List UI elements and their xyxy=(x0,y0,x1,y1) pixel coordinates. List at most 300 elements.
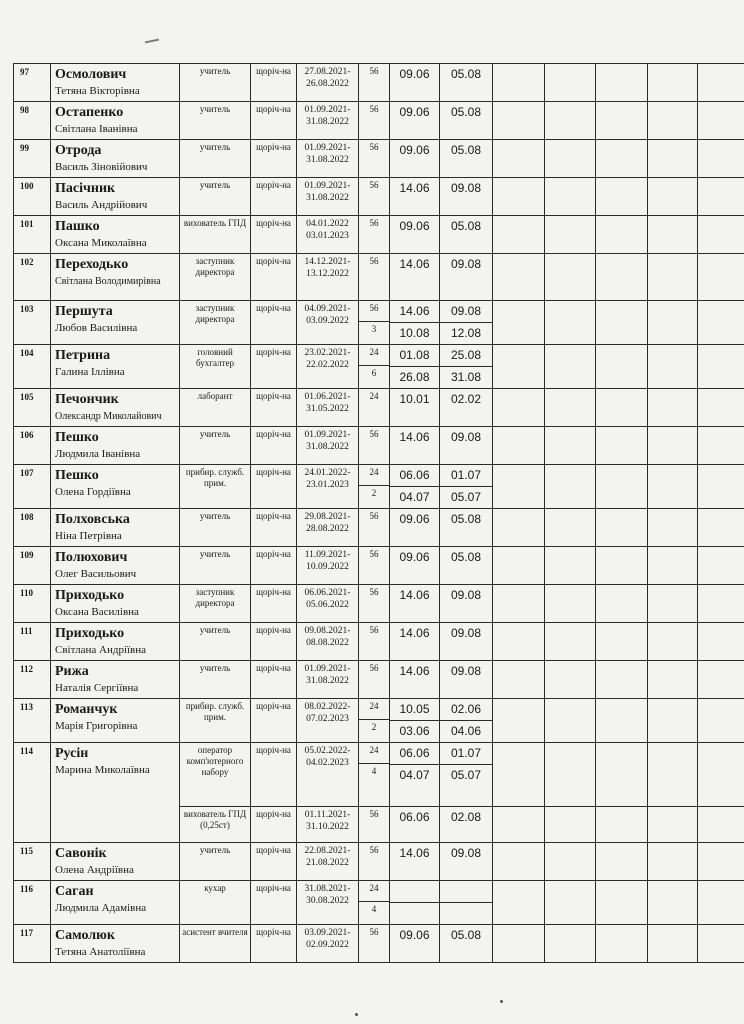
part-row xyxy=(390,140,439,161)
start-date-cell-parts xyxy=(390,925,439,946)
frequency-cell: щоріч-на xyxy=(251,881,297,925)
empty-cell xyxy=(698,301,744,345)
period-cell: 22.08.2021-21.08.2022 xyxy=(297,843,359,881)
part-row xyxy=(359,623,389,643)
part-row xyxy=(390,509,439,530)
period-cell: 14.12.2021-13.12.2022 xyxy=(297,254,359,301)
end-date-value: 05.08 xyxy=(450,550,482,564)
table-row xyxy=(14,389,744,427)
empty-cell xyxy=(545,216,596,254)
empty-cell xyxy=(648,699,698,743)
start-date-cell xyxy=(390,216,440,254)
empty-cell xyxy=(648,178,698,216)
empty-cell xyxy=(596,301,648,345)
end-date-cell xyxy=(440,547,493,585)
part-row xyxy=(359,178,389,198)
pen-mark xyxy=(145,39,159,44)
empty-cell xyxy=(698,102,744,140)
part-row xyxy=(390,301,439,323)
empty-cell xyxy=(648,585,698,623)
empty-cell xyxy=(596,102,648,140)
empty-cell xyxy=(648,140,698,178)
empty-cell xyxy=(493,216,545,254)
start-date-value: 04.07 xyxy=(390,487,439,509)
start-date-value: 09.06 xyxy=(399,550,430,564)
empty-cell xyxy=(545,389,596,427)
end-date-cell-parts xyxy=(440,661,492,682)
empty-cell xyxy=(545,843,596,881)
employee-surname: Саган xyxy=(55,884,94,899)
empty-cell xyxy=(493,254,545,301)
end-date-cell-parts xyxy=(440,301,492,344)
employee-name-cell xyxy=(51,699,180,743)
period-cell: 09.08.2021-08.08.2022 xyxy=(297,623,359,661)
period-cell: 08.02.2022-07.02.2023 xyxy=(297,699,359,743)
employee-surname: Савонік xyxy=(55,846,107,861)
start-date-value: 10.05 xyxy=(399,702,430,716)
end-date-cell xyxy=(440,389,493,427)
part-row xyxy=(390,925,439,946)
empty-cell xyxy=(648,102,698,140)
end-date-value: 02.08 xyxy=(450,810,482,824)
empty-cell xyxy=(596,178,648,216)
start-date-value: 09.06 xyxy=(399,219,430,233)
part-row xyxy=(390,178,439,199)
part-row xyxy=(440,881,492,903)
days-cell xyxy=(359,301,390,345)
start-date-cell-parts xyxy=(390,301,439,344)
empty-cell xyxy=(596,509,648,547)
part-row xyxy=(359,301,389,322)
position-cell: заступник директора xyxy=(180,254,251,301)
frequency-cell: щоріч-на xyxy=(251,64,297,102)
end-date-cell xyxy=(440,807,493,843)
part-row xyxy=(359,881,389,902)
part-row xyxy=(440,623,492,644)
frequency-cell: щоріч-на xyxy=(251,807,297,843)
end-date-cell xyxy=(440,102,493,140)
start-date-cell xyxy=(390,807,440,843)
position-cell: заступник директора xyxy=(180,301,251,345)
empty-cell xyxy=(493,345,545,389)
days-value: 56 xyxy=(369,66,379,76)
position-cell: прибир. служб. прим. xyxy=(180,699,251,743)
empty-cell xyxy=(545,585,596,623)
start-date-value xyxy=(390,903,439,925)
frequency-cell: щоріч-на xyxy=(251,509,297,547)
employee-name-cell xyxy=(51,623,180,661)
period-cell: 04.09.2021-03.09.2022 xyxy=(297,301,359,345)
period-cell: 23.02.2021-22.02.2022 xyxy=(297,345,359,389)
row-number: 111 xyxy=(14,623,51,661)
part-row xyxy=(390,699,439,721)
end-date-cell xyxy=(440,925,493,963)
employee-given-name: Любов Василівна xyxy=(55,322,138,334)
row-number: 113 xyxy=(14,699,51,743)
period-cell: 11.09.2021-10.09.2022 xyxy=(297,547,359,585)
days-cell xyxy=(359,465,390,509)
start-date-cell xyxy=(390,389,440,427)
empty-cell xyxy=(493,623,545,661)
empty-cell xyxy=(648,427,698,465)
part-row xyxy=(440,547,492,568)
days-value: 4 xyxy=(359,902,389,923)
employee-surname: Полховська xyxy=(55,512,130,527)
table-row xyxy=(14,216,744,254)
part-row xyxy=(359,902,389,923)
part-row xyxy=(440,367,492,389)
start-date-cell-parts xyxy=(390,345,439,388)
row-number: 100 xyxy=(14,178,51,216)
days-cell-parts xyxy=(359,547,389,567)
part-row xyxy=(440,323,492,345)
empty-cell xyxy=(545,661,596,699)
days-cell xyxy=(359,102,390,140)
start-date-cell xyxy=(390,623,440,661)
start-date-cell xyxy=(390,301,440,345)
frequency-cell: щоріч-на xyxy=(251,699,297,743)
frequency-cell: щоріч-на xyxy=(251,140,297,178)
employee-name-cell xyxy=(51,925,180,963)
end-date-value: 25.08 xyxy=(450,348,482,362)
empty-cell xyxy=(648,661,698,699)
days-cell xyxy=(359,389,390,427)
empty-cell xyxy=(698,699,744,743)
table-row xyxy=(14,254,744,301)
employee-surname: Переходько xyxy=(55,257,129,272)
employee-given-name: Людмила Іванівна xyxy=(55,448,141,460)
start-date-cell xyxy=(390,102,440,140)
empty-cell xyxy=(545,102,596,140)
frequency-cell: щоріч-на xyxy=(251,345,297,389)
period-cell: 06.06.2021-05.06.2022 xyxy=(297,585,359,623)
row-number: 106 xyxy=(14,427,51,465)
days-value: 56 xyxy=(369,180,379,190)
start-date-value: 09.06 xyxy=(399,143,430,157)
days-value: 6 xyxy=(359,366,389,387)
employee-given-name: Тетяна Анатоліївна xyxy=(55,946,146,958)
end-date-value: 05.08 xyxy=(450,512,482,526)
empty-cell xyxy=(648,216,698,254)
start-date-cell-parts xyxy=(390,843,439,864)
start-date-value: 10.01 xyxy=(399,392,430,406)
row-number: 105 xyxy=(14,389,51,427)
days-cell xyxy=(359,623,390,661)
end-date-cell xyxy=(440,623,493,661)
start-date-cell xyxy=(390,843,440,881)
end-date-cell xyxy=(440,509,493,547)
start-date-cell xyxy=(390,254,440,301)
part-row xyxy=(440,64,492,85)
empty-cell xyxy=(493,465,545,509)
table-row xyxy=(14,427,744,465)
part-row xyxy=(390,216,439,237)
part-row xyxy=(359,743,389,764)
part-row xyxy=(440,102,492,123)
end-date-value xyxy=(440,881,492,903)
part-row xyxy=(359,764,389,785)
days-cell-parts xyxy=(359,465,389,506)
empty-cell xyxy=(698,64,744,102)
employee-given-name: Олег Васильович xyxy=(55,568,137,580)
end-date-cell-parts xyxy=(440,623,492,644)
end-date-value xyxy=(440,903,492,925)
empty-cell xyxy=(596,64,648,102)
employee-name-cell xyxy=(51,585,180,623)
empty-cell xyxy=(596,925,648,963)
start-date-value: 06.06 xyxy=(399,746,430,760)
row-number: 98 xyxy=(14,102,51,140)
empty-cell xyxy=(698,140,744,178)
table-row xyxy=(14,843,744,881)
end-date-cell-parts xyxy=(440,427,492,448)
empty-cell xyxy=(596,140,648,178)
part-row xyxy=(390,585,439,606)
empty-cell xyxy=(698,427,744,465)
position-cell: оператор комп'ютерного набору xyxy=(180,743,251,807)
empty-cell xyxy=(596,585,648,623)
days-value: 24 xyxy=(369,467,379,477)
period-cell: 01.11.2021-31.10.2022 xyxy=(297,807,359,843)
part-row xyxy=(390,661,439,682)
days-value: 24 xyxy=(369,745,379,755)
days-cell-parts xyxy=(359,843,389,863)
part-row xyxy=(359,547,389,567)
position-cell: учитель xyxy=(180,427,251,465)
days-cell xyxy=(359,843,390,881)
empty-cell xyxy=(648,345,698,389)
row-number: 99 xyxy=(14,140,51,178)
empty-cell xyxy=(545,465,596,509)
employee-given-name: Олександр Миколайович xyxy=(55,411,162,422)
empty-cell xyxy=(545,345,596,389)
days-value: 56 xyxy=(369,587,379,597)
days-cell-parts xyxy=(359,140,389,160)
part-row xyxy=(440,140,492,161)
row-number: 110 xyxy=(14,585,51,623)
part-row xyxy=(359,807,389,827)
start-date-value: 01.08 xyxy=(399,348,430,362)
end-date-cell xyxy=(440,661,493,699)
days-cell xyxy=(359,216,390,254)
end-date-cell xyxy=(440,881,493,925)
part-row xyxy=(440,743,492,765)
employee-surname: Пашко xyxy=(55,219,100,234)
end-date-value: 09.08 xyxy=(450,626,482,640)
period-cell: 29.08.2021-28.08.2022 xyxy=(297,509,359,547)
end-date-value: 09.08 xyxy=(450,257,482,271)
part-row xyxy=(440,254,492,275)
row-number: 109 xyxy=(14,547,51,585)
empty-cell xyxy=(698,925,744,963)
days-cell-parts xyxy=(359,216,389,236)
empty-cell xyxy=(545,427,596,465)
days-cell-parts xyxy=(359,661,389,681)
start-date-cell xyxy=(390,509,440,547)
frequency-cell: щоріч-на xyxy=(251,547,297,585)
part-row xyxy=(390,807,439,828)
frequency-cell: щоріч-на xyxy=(251,925,297,963)
start-date-cell xyxy=(390,64,440,102)
part-row xyxy=(390,345,439,367)
end-date-cell-parts xyxy=(440,843,492,864)
empty-cell xyxy=(545,140,596,178)
end-date-value: 09.08 xyxy=(450,664,482,678)
table-row xyxy=(14,465,744,509)
empty-cell xyxy=(493,585,545,623)
period-cell: 04.01.2022 03.01.2023 xyxy=(297,216,359,254)
part-row xyxy=(390,367,439,389)
end-date-cell-parts xyxy=(440,743,492,786)
period-cell: 01.06.2021-31.05.2022 xyxy=(297,389,359,427)
employee-surname: Полюхович xyxy=(55,550,128,565)
empty-cell xyxy=(648,301,698,345)
end-date-value: 05.08 xyxy=(450,928,482,942)
empty-cell xyxy=(698,881,744,925)
end-date-value: 05.08 xyxy=(450,143,482,157)
part-row xyxy=(390,487,439,509)
start-date-cell-parts xyxy=(390,623,439,644)
employee-given-name: Марина Миколаївна xyxy=(55,764,150,776)
end-date-cell xyxy=(440,427,493,465)
days-value: 56 xyxy=(369,256,379,266)
days-value: 56 xyxy=(369,845,379,855)
days-cell xyxy=(359,881,390,925)
days-cell-parts xyxy=(359,623,389,643)
frequency-cell: щоріч-на xyxy=(251,743,297,807)
period-cell: 24.01.2022-23.01.2023 xyxy=(297,465,359,509)
start-date-cell-parts xyxy=(390,140,439,161)
start-date-cell-parts xyxy=(390,547,439,568)
part-row xyxy=(359,843,389,863)
days-value: 56 xyxy=(369,663,379,673)
row-number: 112 xyxy=(14,661,51,699)
end-date-value: 04.06 xyxy=(440,721,492,743)
employee-surname: Пешко xyxy=(55,468,99,483)
empty-cell xyxy=(596,881,648,925)
empty-cell xyxy=(596,843,648,881)
days-cell-parts xyxy=(359,345,389,386)
days-value: 56 xyxy=(369,104,379,114)
position-cell: учитель xyxy=(180,509,251,547)
start-date-cell-parts xyxy=(390,254,439,275)
end-date-cell xyxy=(440,301,493,345)
empty-cell xyxy=(648,623,698,661)
part-row xyxy=(440,585,492,606)
employee-name-cell xyxy=(51,661,180,699)
employee-given-name: Людмила Адамівна xyxy=(55,902,147,914)
employee-given-name: Олена Гордіївна xyxy=(55,486,131,498)
days-cell xyxy=(359,743,390,807)
empty-cell xyxy=(493,102,545,140)
employee-given-name: Світлана Андріївна xyxy=(55,644,147,656)
start-date-cell xyxy=(390,547,440,585)
position-cell: учитель xyxy=(180,102,251,140)
empty-cell xyxy=(698,585,744,623)
period-cell: 01.09.2021-31.08.2022 xyxy=(297,102,359,140)
period-cell: 01.09.2021-31.08.2022 xyxy=(297,427,359,465)
days-value: 56 xyxy=(369,927,379,937)
part-row xyxy=(440,843,492,864)
days-value: 56 xyxy=(369,142,379,152)
frequency-cell: щоріч-на xyxy=(251,301,297,345)
empty-cell xyxy=(493,64,545,102)
scan-dot xyxy=(355,1013,358,1016)
end-date-cell-parts xyxy=(440,345,492,388)
days-value: 24 xyxy=(369,347,379,357)
empty-cell xyxy=(698,254,744,301)
position-cell: головний бухгалтер xyxy=(180,345,251,389)
empty-cell xyxy=(648,925,698,963)
part-row xyxy=(440,178,492,199)
end-date-value: 05.08 xyxy=(450,67,482,81)
part-row xyxy=(359,661,389,681)
empty-cell xyxy=(596,743,648,807)
start-date-value: 09.06 xyxy=(399,928,430,942)
empty-cell xyxy=(648,389,698,427)
end-date-cell xyxy=(440,140,493,178)
part-row xyxy=(390,547,439,568)
part-row xyxy=(440,345,492,367)
position-cell: заступник директора xyxy=(180,585,251,623)
empty-cell xyxy=(545,178,596,216)
start-date-value: 06.06 xyxy=(399,468,430,482)
row-number: 115 xyxy=(14,843,51,881)
period-cell: 03.09.2021-02.09.2022 xyxy=(297,925,359,963)
position-cell: учитель xyxy=(180,623,251,661)
empty-cell xyxy=(648,807,698,843)
employee-surname: Осмолович xyxy=(55,67,127,82)
employee-given-name: Ніна Петрівна xyxy=(55,530,122,542)
start-date-cell xyxy=(390,743,440,807)
employee-surname: Пешко xyxy=(55,430,99,445)
empty-cell xyxy=(545,547,596,585)
employee-given-name: Василь Андрійович xyxy=(55,199,148,211)
part-row xyxy=(359,366,389,387)
employee-name-cell xyxy=(51,216,180,254)
start-date-value: 26.08 xyxy=(390,367,439,389)
days-value: 56 xyxy=(369,303,379,313)
part-row xyxy=(390,765,439,787)
days-cell xyxy=(359,64,390,102)
days-value: 4 xyxy=(359,764,389,785)
days-value: 24 xyxy=(369,391,379,401)
empty-cell xyxy=(596,699,648,743)
position-cell: прибир. служб. прим. xyxy=(180,465,251,509)
empty-cell xyxy=(545,925,596,963)
start-date-value: 14.06 xyxy=(399,664,430,678)
days-cell-parts xyxy=(359,254,389,274)
part-row xyxy=(440,721,492,743)
end-date-cell-parts xyxy=(440,509,492,530)
period-cell: 01.09.2021-31.08.2022 xyxy=(297,661,359,699)
end-date-value: 01.07 xyxy=(450,468,482,482)
empty-cell xyxy=(596,465,648,509)
part-row xyxy=(390,623,439,644)
employee-name-cell xyxy=(51,64,180,102)
part-row xyxy=(359,140,389,160)
period-cell: 01.09.2021-31.08.2022 xyxy=(297,140,359,178)
row-number: 104 xyxy=(14,345,51,389)
empty-cell xyxy=(596,807,648,843)
position-cell: учитель xyxy=(180,178,251,216)
empty-cell xyxy=(596,216,648,254)
start-date-value: 14.06 xyxy=(399,588,430,602)
part-row xyxy=(359,465,389,486)
employee-surname: Русін xyxy=(55,746,89,761)
days-cell-parts xyxy=(359,807,389,827)
end-date-cell xyxy=(440,178,493,216)
